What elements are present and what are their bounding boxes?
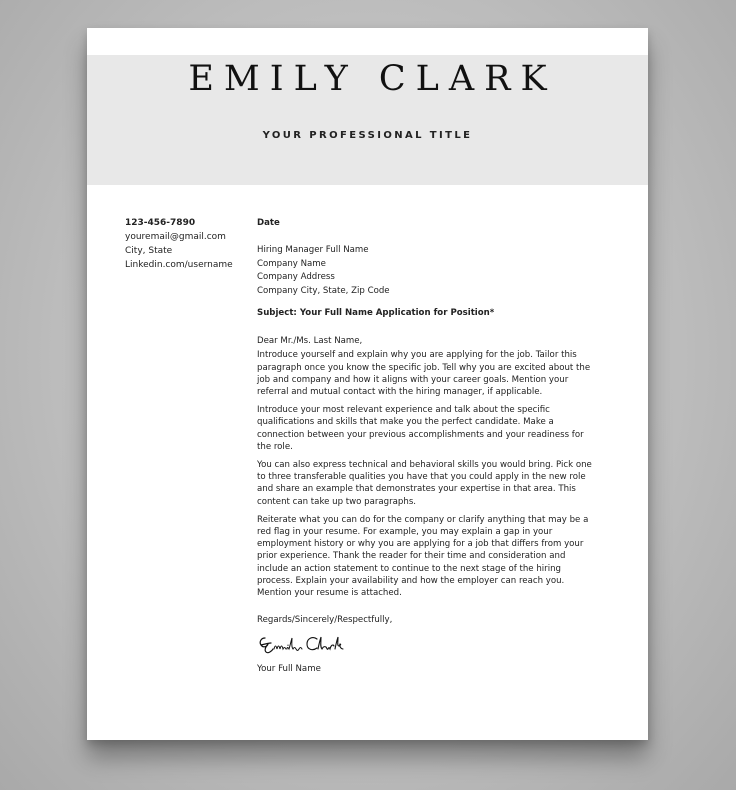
applicant-name: EMILY CLARK <box>188 59 557 99</box>
recipient-line: Hiring Manager Full Name <box>257 245 369 255</box>
contact-phone: 123-456-7890 <box>125 218 196 228</box>
letter-closing: Regards/Sincerely/Respectfully, <box>257 615 393 626</box>
contact-email: youremail@gmail.com <box>125 232 226 242</box>
contact-info <box>125 216 245 272</box>
recipient-line: Company Address <box>257 272 335 282</box>
letter-paragraph: Introduce yourself and explain why you are applying for the job. Tailor this paragraph once you know the specific job. Tell why you are excited about the job and company and how it aligns with your career goals. Mention your referral and mutual contact with the hiring manager, if applicable. <box>257 350 591 398</box>
contact-location: City, State <box>125 246 173 256</box>
recipient-line: Company Name <box>257 258 326 269</box>
letter-paragraph: Introduce your most relevant experience and talk about the specific qualifications and skills that make you the perfect candidate. Make a connection between your previous accomplishments and your readiness for the role. <box>257 405 584 452</box>
letter-paragraph: Reiterate what you can do for the company or clarify anything that may be a red flag in your resume. For example, you may explain a gap in your employment history or why you are applying for a job that differs from your prior experience. Thank the reader for their time and consideration and include an action statement to continue to the next stage of the hiring process. Explain your availability and how the employer can reach you. Mention your resume is attached. <box>257 514 589 599</box>
letter-body <box>257 216 597 675</box>
letter-date: Date <box>257 218 280 228</box>
letter-paragraph: You can also express technical and behavioral skills you would bring. Pick one to three transferable qualities you have that you could apply in the new role and share an example that demonstrates your expertise in that area. This content can take up two paragraphs. <box>257 460 592 507</box>
letter-salutation: Dear Mr./Ms. Last Name, <box>257 336 363 347</box>
signature-image <box>257 632 377 656</box>
cover-letter-page <box>87 28 648 740</box>
contact-linkedin: Linkedin.com/username <box>125 260 233 270</box>
recipient-block <box>257 244 597 298</box>
letter-subject: Subject: Your Full Name Application for Position* <box>257 308 495 318</box>
signer-full-name: Your Full Name <box>257 663 321 674</box>
recipient-line: Company City, State, Zip Code <box>257 285 390 296</box>
professional-title: YOUR PROFESSIONAL TITLE <box>262 130 473 141</box>
